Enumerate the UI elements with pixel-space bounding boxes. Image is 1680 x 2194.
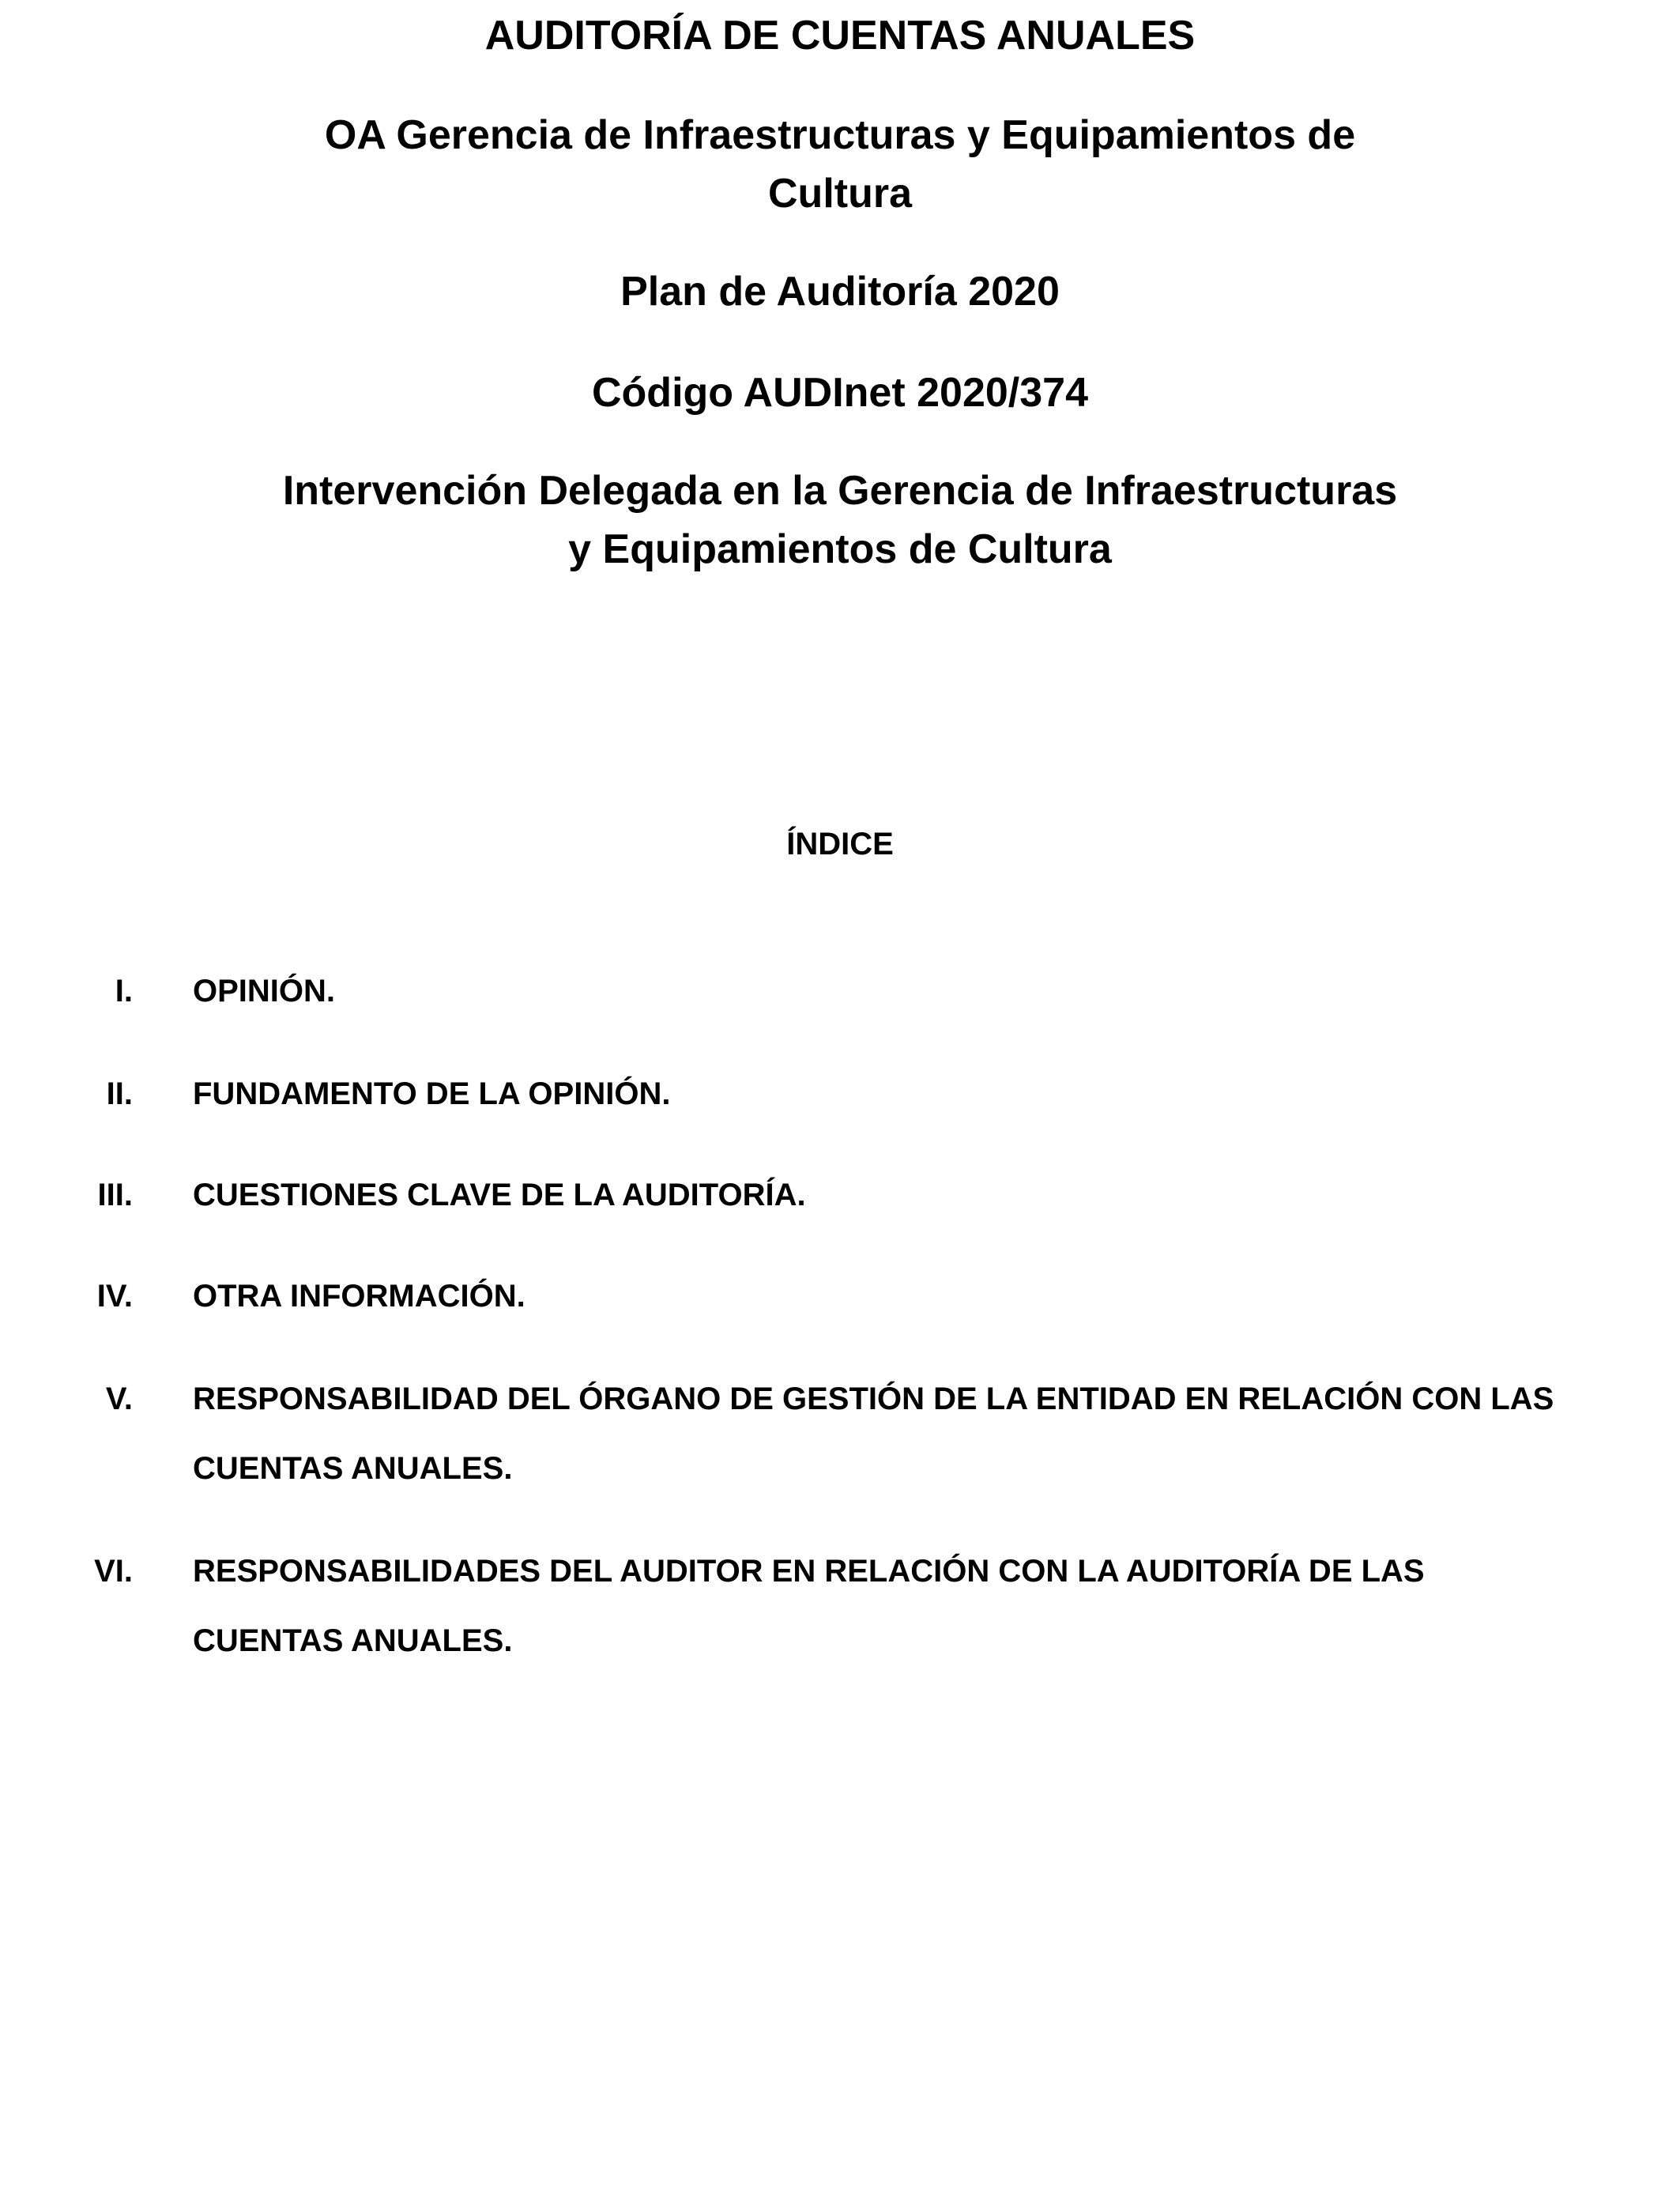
toc-item-text: RESPONSABILIDAD DEL ÓRGANO DE GESTIÓN DE LA ENTIDAD EN RELACIÓN CON LAS CUENTAS ANUALES. <box>193 1382 1554 1486</box>
audinet-code-text: Código AUDInet 2020/374 <box>591 370 1088 416</box>
toc-item-number: IV. <box>96 1279 133 1314</box>
toc-item-text: OTRA INFORMACIÓN. <box>193 1279 525 1314</box>
toc-item-text: CUESTIONES CLAVE DE LA AUDITORÍA. <box>193 1178 806 1212</box>
toc-item-text: RESPONSABILIDADES DEL AUDITOR EN RELACIÓN CON LA AUDITORÍA DE LAS CUENTAS ANUALES. <box>193 1554 1425 1658</box>
index-heading: ÍNDICE <box>786 827 894 861</box>
toc-item-number: I. <box>115 974 133 1008</box>
document-title-text: AUDITORÍA DE CUENTAS ANUALES <box>484 13 1196 58</box>
toc-item-text: OPINIÓN. <box>193 974 336 1008</box>
toc-item-number: II. <box>106 1076 133 1111</box>
intervention-office <box>0 462 1680 579</box>
toc-item-number: VI. <box>94 1554 133 1589</box>
intervention-office-line-1: Intervención Delegada en la Gerencia de Infraestructuras <box>282 468 1398 514</box>
audit-plan <box>0 262 1680 321</box>
toc-item-text: FUNDAMENTO DE LA OPINIÓN. <box>193 1076 671 1111</box>
audit-plan-text: Plan de Auditoría 2020 <box>620 269 1060 315</box>
toc-item-number: V. <box>105 1382 133 1416</box>
entity-name-line-1: OA Gerencia de Infraestructuras y Equipamientos de <box>324 112 1356 158</box>
entity-name-line-2: Cultura <box>768 171 912 217</box>
toc-item-number: III. <box>97 1178 133 1212</box>
entity-name <box>0 106 1680 223</box>
document-title <box>0 6 1680 65</box>
audinet-code <box>0 364 1680 422</box>
intervention-office-line-2: y Equipamientos de Cultura <box>568 526 1112 572</box>
